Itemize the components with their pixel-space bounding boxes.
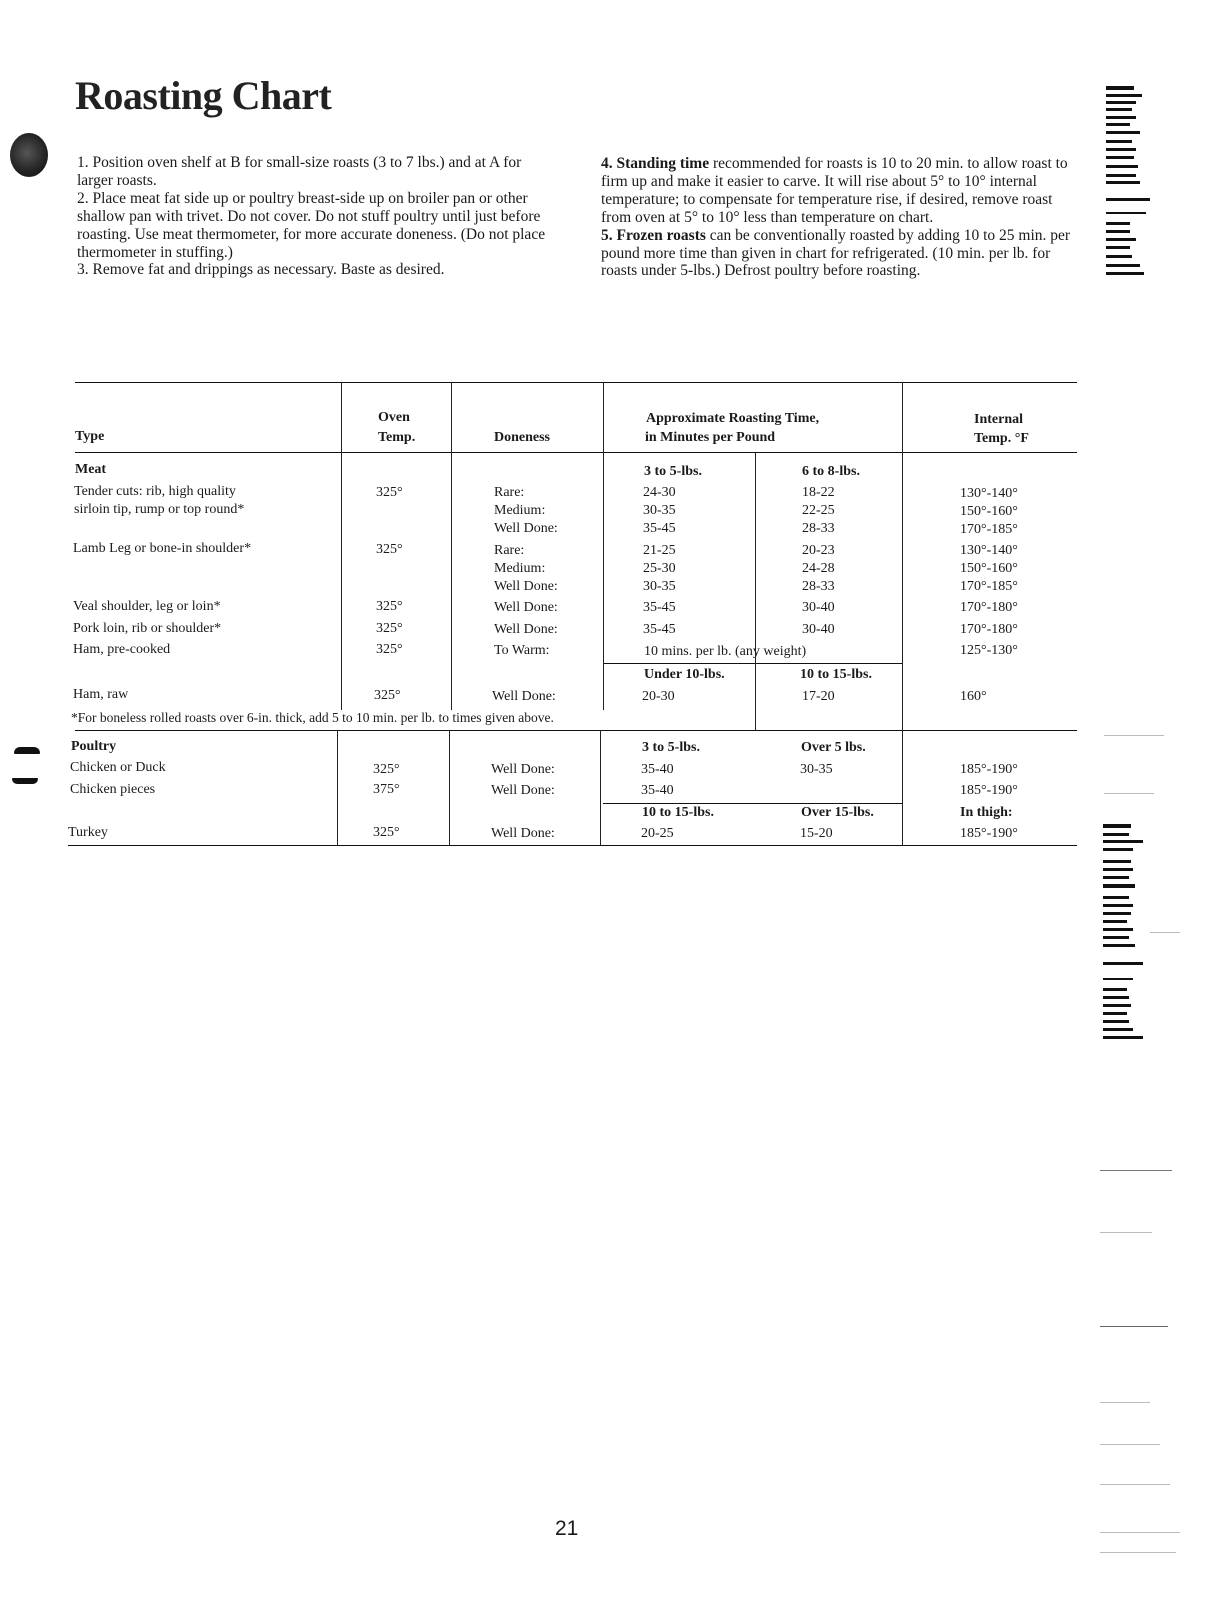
internal-temp: 185°-190° xyxy=(960,762,1018,777)
scan-mark xyxy=(14,747,40,754)
time: 28-33 xyxy=(802,521,835,536)
time: 10 mins. per lb. (any weight) xyxy=(644,644,807,659)
header-doneness: Doneness xyxy=(494,430,551,445)
scan-line xyxy=(1104,793,1154,794)
subheader: Over 15-lbs. xyxy=(801,805,874,820)
header-internal-temp: Temp. °F xyxy=(974,431,1029,446)
scan-line xyxy=(1100,1170,1172,1171)
oven-temp: 325° xyxy=(376,599,403,614)
time: 20-23 xyxy=(802,543,835,558)
time: 17-20 xyxy=(802,689,835,704)
doneness: To Warm: xyxy=(494,643,550,658)
time: 20-30 xyxy=(642,689,675,704)
time: 18-22 xyxy=(802,485,835,500)
internal-temp: 170°-185° xyxy=(960,579,1018,594)
oven-temp: 375° xyxy=(373,782,400,797)
time: 21-25 xyxy=(643,543,676,558)
time: 15-20 xyxy=(800,826,833,841)
col-divider xyxy=(341,382,342,710)
oven-temp: 325° xyxy=(373,825,400,840)
time: 30-35 xyxy=(643,503,676,518)
internal-temp: 170°-180° xyxy=(960,600,1018,615)
time: 30-40 xyxy=(802,622,835,637)
row-label: Turkey xyxy=(68,825,108,840)
header-internal: Internal xyxy=(974,412,1023,427)
note-4: 4. Standing time recommended for roasts is 10 to 20 min. to allow roast to firm up and make it easier to carve. It will rise about 5° to 10° internal temperature; to compensate for temperature rise, if desired, remove roast from oven at 5° to 10° less than temperature on chart. xyxy=(601,155,1068,226)
time: 35-45 xyxy=(643,600,676,615)
oven-temp: 325° xyxy=(376,485,403,500)
note-5: 5. Frozen roasts can be conventionally roasted by adding 10 to 25 min. per pound more time than given in chart for refrigerated. (10 min. per lb. for roasts under 5-lbs.) Defrost poultry before roasting. xyxy=(601,226,1071,280)
scan-line xyxy=(1104,735,1164,736)
doneness: Well Done: xyxy=(494,600,558,615)
table-top-rule xyxy=(75,382,1077,383)
table-header-rule xyxy=(75,452,1077,453)
time: 24-28 xyxy=(802,561,835,576)
doneness: Well Done: xyxy=(494,521,558,536)
subheader: Over 5 lbs. xyxy=(801,740,866,755)
scan-mark xyxy=(12,778,38,784)
page-title: Roasting Chart xyxy=(75,73,332,118)
header-oven: Oven xyxy=(378,410,410,425)
subheader: 3 to 5-lbs. xyxy=(644,464,702,479)
doneness: Well Done: xyxy=(494,579,558,594)
internal-temp: 160° xyxy=(960,689,987,704)
scan-line xyxy=(1150,932,1180,933)
time: 30-40 xyxy=(802,600,835,615)
doneness: Well Done: xyxy=(492,689,556,704)
col-divider xyxy=(451,382,452,710)
time: 20-25 xyxy=(641,826,674,841)
time: 35-40 xyxy=(641,783,674,798)
oven-temp: 325° xyxy=(376,642,403,657)
doneness: Rare: xyxy=(494,485,525,500)
col-divider xyxy=(755,452,756,663)
table-section-rule xyxy=(75,730,1077,731)
col-divider xyxy=(449,730,450,845)
header-type: Type xyxy=(75,429,105,444)
scan-line xyxy=(1100,1444,1160,1445)
footnote: *For boneless rolled roasts over 6-in. thick, add 5 to 10 min. per lb. to times given above. xyxy=(71,710,554,725)
scan-line xyxy=(1100,1552,1176,1553)
subheader: Under 10-lbs. xyxy=(644,667,725,682)
ham-sub-rule xyxy=(603,663,902,664)
internal-temp: 150°-160° xyxy=(960,561,1018,576)
note-1: 1. Position oven shelf at B for small-size roasts (3 to 7 lbs.) and at A for larger roasts. xyxy=(77,154,522,189)
row-label: Chicken or Duck xyxy=(70,760,166,775)
header-temp: Temp. xyxy=(378,430,416,445)
header-time: Approximate Roasting Time, xyxy=(646,411,820,426)
col-divider xyxy=(337,730,338,845)
scan-line xyxy=(1100,1402,1150,1403)
section-poultry: Poultry xyxy=(71,739,117,754)
row-label: Chicken pieces xyxy=(70,782,156,797)
time: 30-35 xyxy=(643,579,676,594)
subheader: 3 to 5-lbs. xyxy=(642,740,700,755)
binder-hole xyxy=(10,133,48,177)
row-label: sirloin tip, rump or top round* xyxy=(74,502,245,517)
internal-temp: 125°-130° xyxy=(960,643,1018,658)
time: 25-30 xyxy=(643,561,676,576)
time: 35-45 xyxy=(643,521,676,536)
internal-temp: 130°-140° xyxy=(960,543,1018,558)
oven-temp: 325° xyxy=(374,688,401,703)
section-meat: Meat xyxy=(75,462,107,477)
oven-temp: 325° xyxy=(373,762,400,777)
row-label: Lamb Leg or bone-in shoulder* xyxy=(73,541,252,556)
doneness: Medium: xyxy=(494,561,546,576)
time: 35-40 xyxy=(641,762,674,777)
time: 24-30 xyxy=(643,485,676,500)
col-divider xyxy=(603,382,604,710)
time: 35-45 xyxy=(643,622,676,637)
subheader: 10 to 15-lbs. xyxy=(800,667,872,682)
time: 30-35 xyxy=(800,762,833,777)
internal-temp: 170°-185° xyxy=(960,522,1018,537)
subheader: 6 to 8-lbs. xyxy=(802,464,860,479)
subheader: 10 to 15-lbs. xyxy=(642,805,714,820)
doneness: Well Done: xyxy=(491,826,555,841)
page-number: 21 xyxy=(555,1517,579,1540)
row-label: Veal shoulder, leg or loin* xyxy=(73,599,221,614)
internal-temp: 170°-180° xyxy=(960,622,1018,637)
time: 22-25 xyxy=(802,503,835,518)
scan-line xyxy=(1100,1484,1170,1485)
scan-line xyxy=(1100,1232,1152,1233)
instructions-left xyxy=(77,154,557,279)
internal-temp: 150°-160° xyxy=(960,504,1018,519)
doneness: Rare: xyxy=(494,543,525,558)
oven-temp: 325° xyxy=(376,542,403,557)
doneness: Medium: xyxy=(494,503,546,518)
time: 28-33 xyxy=(802,579,835,594)
col-divider xyxy=(755,663,756,730)
table-bottom-rule xyxy=(68,845,1077,846)
instructions-right xyxy=(601,155,1071,280)
row-label: Tender cuts: rib, high quality xyxy=(74,484,236,499)
scan-line xyxy=(1100,1326,1168,1327)
doneness: Well Done: xyxy=(494,622,558,637)
col-divider xyxy=(600,730,601,845)
oven-temp: 325° xyxy=(376,621,403,636)
doneness: Well Done: xyxy=(491,762,555,777)
header-time-unit: in Minutes per Pound xyxy=(645,430,776,445)
internal-temp: 185°-190° xyxy=(960,783,1018,798)
row-label: Pork loin, rib or shoulder* xyxy=(73,621,222,636)
doneness: Well Done: xyxy=(491,783,555,798)
scan-line xyxy=(1100,1532,1180,1533)
col-divider xyxy=(902,382,903,845)
row-label: Ham, pre-cooked xyxy=(73,642,171,657)
row-label: Ham, raw xyxy=(73,687,129,702)
internal-temp: 185°-190° xyxy=(960,826,1018,841)
note-3: 3. Remove fat and drippings as necessary. Baste as desired. xyxy=(77,261,445,279)
subheader: In thigh: xyxy=(960,805,1013,820)
internal-temp: 130°-140° xyxy=(960,486,1018,501)
note-2: 2. Place meat fat side up or poultry breast-side up on broiler pan or other shallow pan with trivet. Do not cover. Do not stuff poultry until just before roasting. Use meat thermometer, for more accurate doneness. (Do not place thermometer in stuffing.) xyxy=(77,189,546,261)
